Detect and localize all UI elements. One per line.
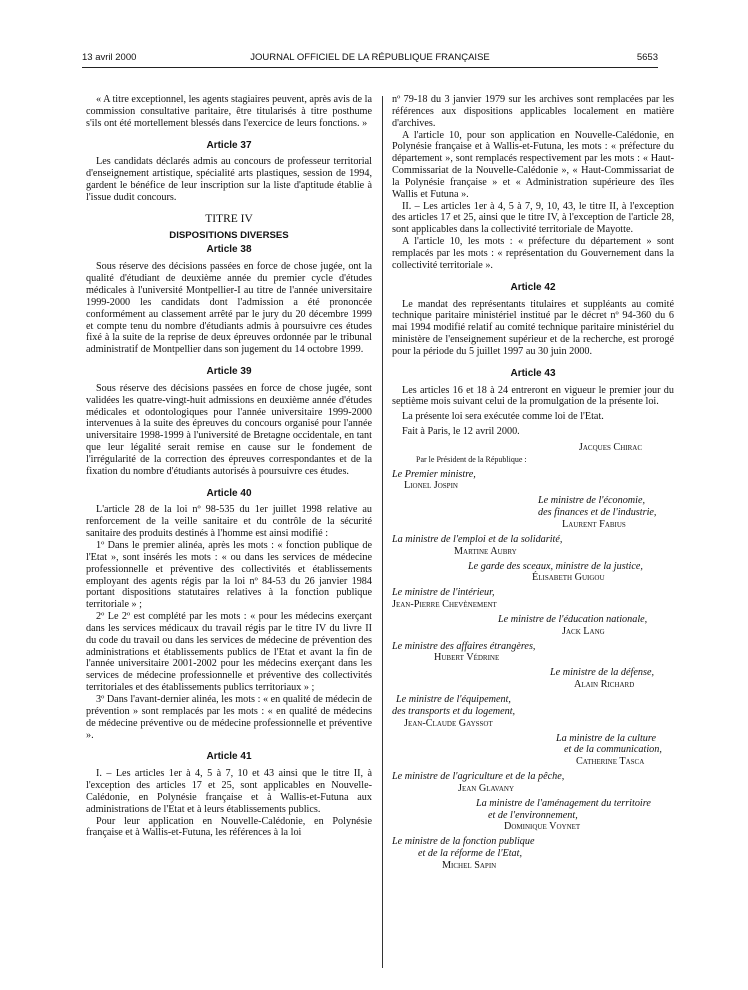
signatory-title: Le ministre de la fonction publique bbox=[392, 836, 535, 848]
signatory-title: La ministre de la culture bbox=[556, 732, 656, 744]
signatory-name: Jacques Chirac bbox=[578, 441, 642, 453]
signatory-name: Catherine Tasca bbox=[576, 756, 645, 768]
signatory-title: Le ministre de l'intérieur, bbox=[392, 587, 495, 599]
paragraph: II. – Les articles 1er à 4, 5 à 7, 9, 10, 43, le titre II, à l'exception des articles 17 et 25, ainsi que le titre IV, à l'exception de l'article 28, sont applicables dans la collectivité territoriale de Mayotte. bbox=[392, 200, 674, 236]
header-journal-title: JOURNAL OFFICIEL DE LA RÉPUBLIQUE FRANÇAISE bbox=[250, 52, 490, 63]
page-header bbox=[82, 52, 658, 66]
signature-caption: Par le Président de la République : bbox=[416, 454, 527, 464]
signatory-name: Michel Sapin bbox=[442, 859, 497, 871]
paragraph: Le mandat des représentants titulaires et suppléants au comité technique paritaire ministériel institué par le décret nº 94-360 du 6 mai 1994 modifié relatif au comité technique paritaire ministériel du ministère de l'enseignement supérieur et de la recherche, est prorogé pour la période du 5 juillet 1997 au 30 juin 2000. bbox=[392, 298, 674, 357]
paragraph: 2º Le 2º est complété par les mots : « pour les médecins exerçant dans les services médicaux du travail régis par le titre IV du livre II du code du travail ou dans les services de médecine de prévention des administrations et établissements publics de l'Etat et avant la fin de l'année universitaire 2001-2002 pour les médecins exerçant dans les services de médecine professionnelle et préventive des collectivités territoriales et des établissements publics territoriaux » ; bbox=[86, 611, 372, 694]
paragraph: Sous réserve des décisions passées en force de chose jugée, sont validées les quatre-vingt-huit admissions en deuxième année d'études médicales et odontologiques pour l'année universitaire 1999-2000 intervenues à la suite des épreuves du concours organisé pour l'année universitaire 1998-1999 à l'université de Bretagne occidentale, en tant que leur légalité serait remise en cause sur le fondement de l'irrégularité de la correction des épreuves correspondantes et de la fixation du nombre d'étudiants autorisés à poursuivre ces études. bbox=[86, 382, 372, 477]
signatory-title: Le ministre des affaires étrangères, bbox=[392, 640, 536, 652]
signatory-name: Alain Richard bbox=[574, 679, 635, 691]
paragraph: L'article 28 de la loi nº 98-535 du 1er juillet 1998 relative au renforcement de la veille sanitaire et du contrôle de la sécurité sanitaire des produits destinés à l'homme est ainsi modifié : bbox=[86, 504, 372, 540]
article-heading: Article 39 bbox=[206, 366, 252, 378]
header-page-number: 5653 bbox=[636, 52, 658, 63]
article-heading: Article 38 bbox=[206, 244, 252, 256]
signatory-title: et de la communication, bbox=[564, 744, 662, 756]
signatory-name: Jean Glavany bbox=[458, 782, 515, 794]
signatory-title: La ministre de l'aménagement du territoire bbox=[476, 797, 651, 809]
signatory-title: des finances et de l'industrie, bbox=[538, 507, 657, 519]
right-column bbox=[392, 94, 674, 872]
signatory-title: La ministre de l'emploi et de la solidarité, bbox=[392, 533, 563, 545]
signatory-name: Dominique Voynet bbox=[504, 821, 581, 833]
paragraph: I. – Les articles 1er à 4, 5 à 7, 10 et 43 ainsi que le titre II, à l'exception des articles 17 et 25, sont applicables en Nouvelle-Calédonie, en Polynésie française et à Wallis-et-Futuna aux administrations de l'Etat et à leurs établissements publics. bbox=[86, 768, 372, 815]
article-heading: Article 41 bbox=[206, 751, 252, 763]
paragraph: Pour leur application en Nouvelle-Calédonie, en Polynésie française et à Wallis-et-Futuna, les références à la loi bbox=[86, 815, 372, 839]
signatory-name: Jean-Claude Gayssot bbox=[404, 717, 493, 729]
signatory-name: Jean-Pierre Chevènement bbox=[392, 599, 497, 611]
signatory-title: Le Premier ministre, bbox=[392, 468, 476, 480]
titre-heading: TITRE IV bbox=[205, 212, 253, 225]
paragraph: Sous réserve des décisions passées en force de chose jugée, ont la qualité d'étudiant de deuxième année du premier cycle d'études médicales à l'université Montpellier-I au titre de l'année universitaire 1999-2000 les candidats dont l'admission a été prononcée conformément au classement arrêté par le jury du 20 décembre 1999 et compte tenu du nombre d'étudiants admis à poursuivre ces études fixé à la suite de la reprise de deux épreuves ordonnée par le tribunal administratif de Montpellier dans son jugement du 14 octobre 1999. bbox=[86, 261, 372, 356]
titre-subheading: DISPOSITIONS DIVERSES bbox=[169, 229, 289, 241]
signatures bbox=[392, 442, 674, 872]
paragraph: La présente loi sera exécutée comme loi de l'Etat. bbox=[402, 411, 604, 423]
article-heading: Article 37 bbox=[206, 139, 252, 151]
signatory-name: Lionel Jospin bbox=[404, 480, 458, 492]
paragraph: A l'article 10, les mots : « préfecture du département » sont remplacés par les mots : « représentation du Gouvernement dans la collectivité territoriale ». bbox=[392, 236, 674, 271]
signatory-title: Le garde des sceaux, ministre de la justice, bbox=[468, 560, 643, 572]
signatory-title: Le ministre de l'éducation nationale, bbox=[498, 613, 648, 625]
paragraph: « A titre exceptionnel, les agents stagiaires peuvent, après avis de la commission consultative paritaire, être titularisés à titre posthume s'ils ont été mortellement blessés dans l'exercice de leurs fonctions. » bbox=[86, 94, 372, 129]
signatory-name: Jack Lang bbox=[562, 625, 605, 637]
header-rule bbox=[82, 67, 658, 68]
header-date: 13 avril 2000 bbox=[82, 52, 137, 63]
signatory-title: Le ministre de la défense, bbox=[550, 667, 655, 679]
signatory-name: Hubert Védrine bbox=[434, 652, 500, 664]
signatory-name: Laurent Fabius bbox=[562, 519, 626, 530]
paragraph: Les candidats déclarés admis au concours de professeur territorial d'enseignement artistique, spécialité arts plastiques, session de 1994, gardent le bénéfice de leur inscription sur la liste d'aptitude établie à l'issue dudit concours. bbox=[86, 156, 372, 203]
signatory-title: des transports et du logement, bbox=[392, 705, 516, 717]
paragraph: A l'article 10, pour son application en Nouvelle-Calédonie, en Polynésie française et à Wallis-et-Futuna, les mots : « préfecture du département », sont remplacés respectivement par les mots : « Haut-Commissariat de la Nouvelle-Calédonie », « Haut-Commissariat de la Polynésie française » et « Administration supérieure des îles Wallis et Futuna ». bbox=[392, 129, 674, 200]
left-column bbox=[86, 94, 372, 839]
column-divider bbox=[382, 96, 383, 968]
article-heading: Article 40 bbox=[206, 487, 252, 499]
signatory-name: Élisabeth Guigou bbox=[532, 572, 605, 584]
article-heading: Article 43 bbox=[510, 367, 556, 379]
paragraph: Fait à Paris, le 12 avril 2000. bbox=[402, 426, 520, 438]
paragraph: Les articles 16 et 18 à 24 entreront en vigueur le premier jour du septième mois suivant celui de la promulgation de la présente loi. bbox=[392, 384, 674, 408]
signatory-title: et de la réforme de l'Etat, bbox=[418, 848, 523, 860]
paragraph: 1º Dans le premier alinéa, après les mots : « fonction publique de l'Etat », sont insérés les mots : « ou dans les services de médecine professionnelle et préventive des collectivités et établissements employant des agents régis par la loi nº 84-53 du 26 janvier 1984 portant dispositions statutaires relatives à la fonction publique territoriale » ; bbox=[86, 540, 372, 611]
signatory-title: Le ministre de l'agriculture et de la pêche, bbox=[392, 771, 565, 783]
signatory-name: Martine Aubry bbox=[454, 545, 517, 557]
signatory-title: et de l'environnement, bbox=[488, 809, 578, 821]
signatory-title: Le ministre de l'équipement, bbox=[396, 693, 511, 705]
signatory-title: Le ministre de l'économie, bbox=[538, 495, 646, 507]
article-heading: Article 42 bbox=[510, 281, 556, 293]
paragraph: nº 79-18 du 3 janvier 1979 sur les archives sont remplacées par les références aux dispositions applicables localement en matière d'archives. bbox=[392, 94, 674, 129]
paragraph: 3º Dans l'avant-dernier alinéa, les mots : « en qualité de médecin de prévention » sont remplacés par les mots : « en qualité de médecins de médecine préventive ou de médecine professionnelle et préventive ». bbox=[86, 693, 372, 741]
